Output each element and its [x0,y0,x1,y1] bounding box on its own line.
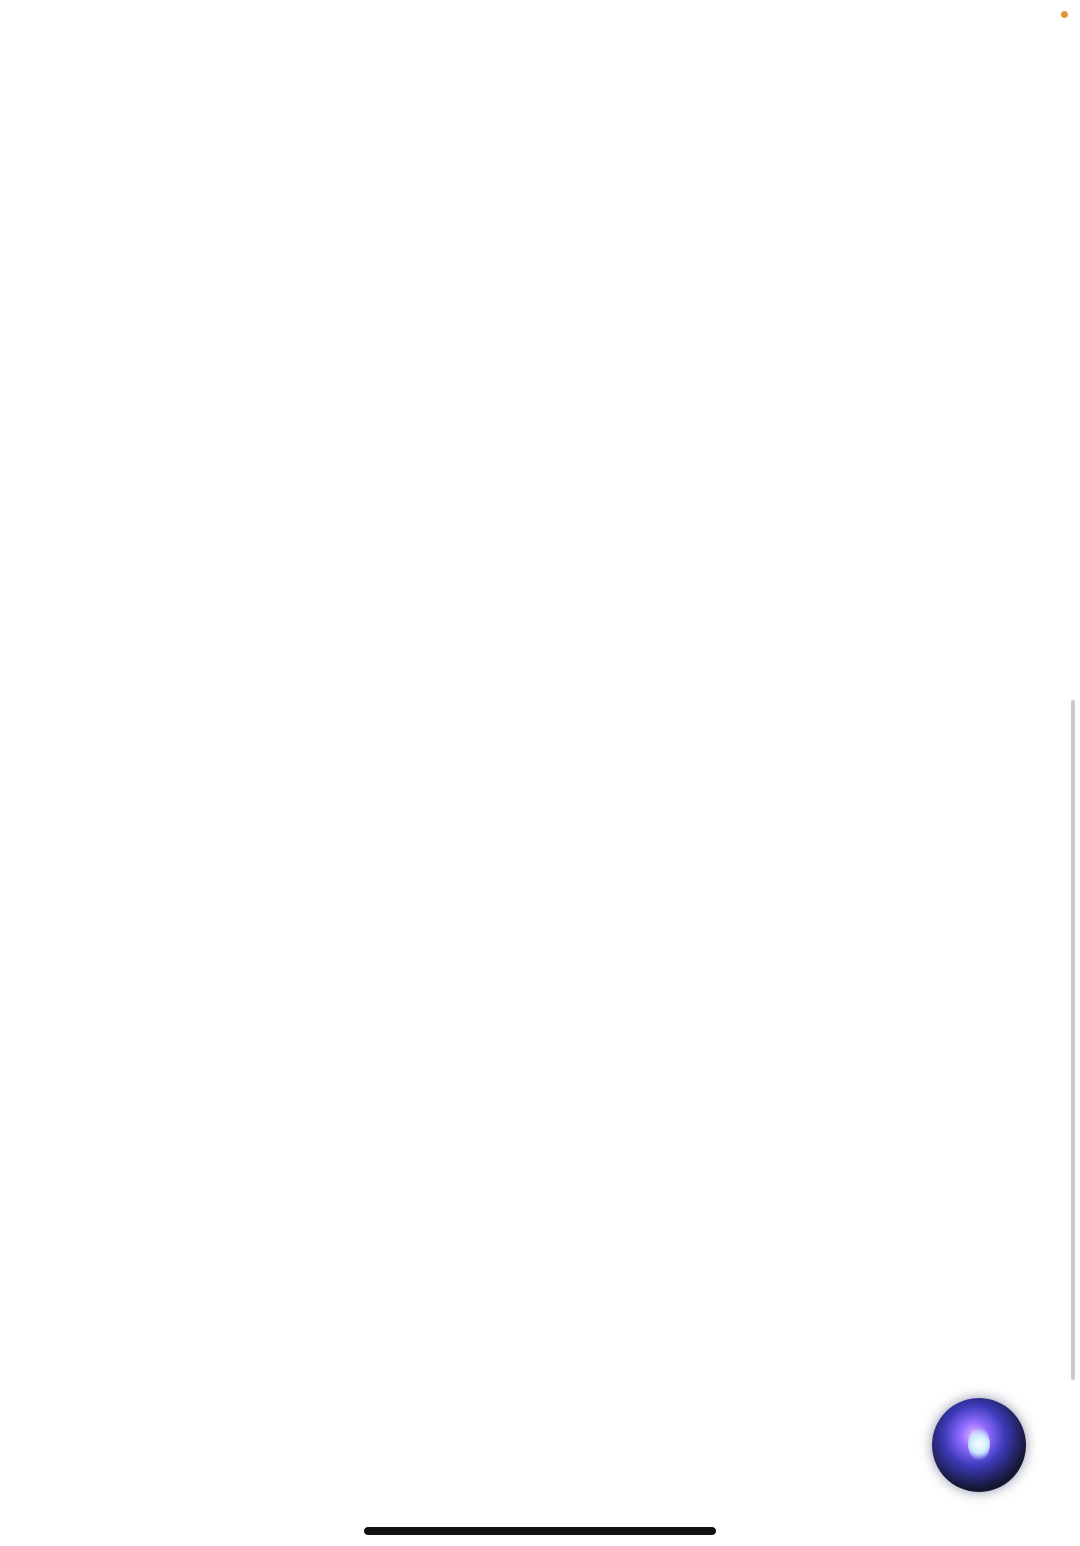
status-dot-icon [1061,11,1068,18]
siri-glow [968,1427,990,1461]
scrollbar[interactable] [1071,700,1075,1380]
home-indicator[interactable] [364,1527,716,1535]
